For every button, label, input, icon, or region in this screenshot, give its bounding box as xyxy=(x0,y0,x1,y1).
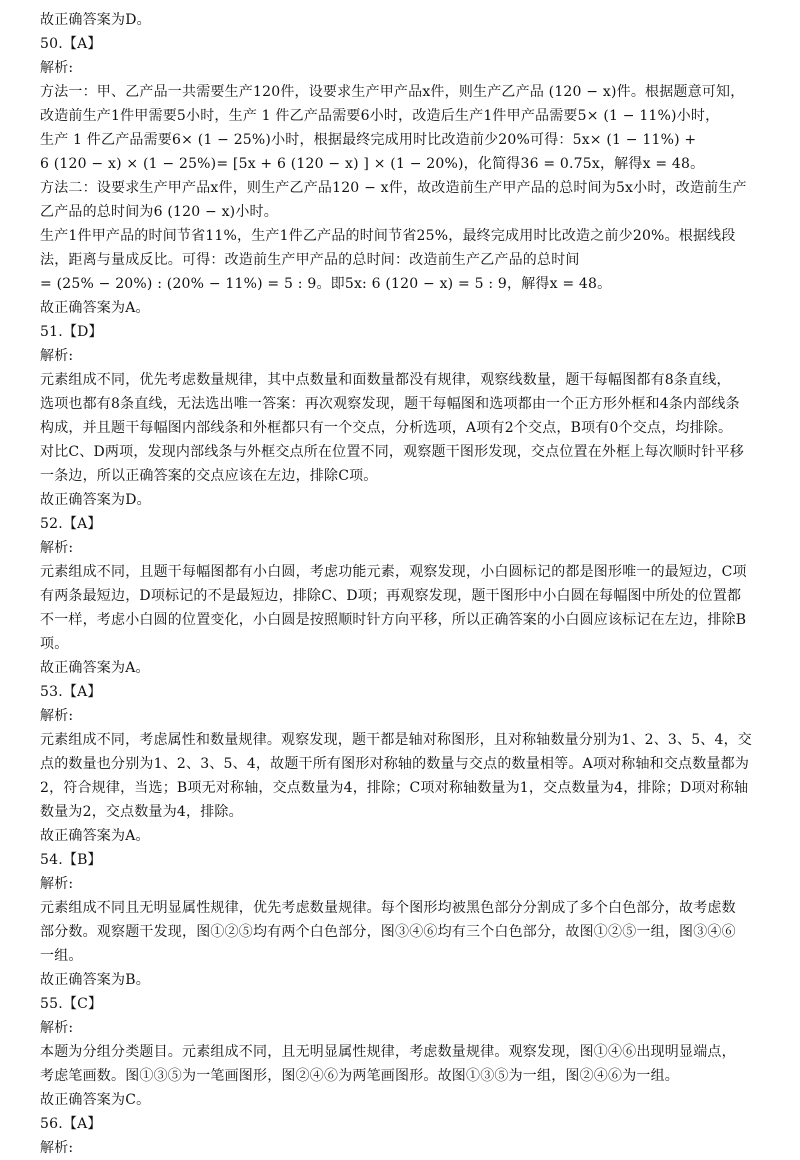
question-number: 51.【D】 xyxy=(40,324,103,340)
question-number: 54.【B】 xyxy=(40,852,102,868)
answer-line: 故正确答案为B。 xyxy=(40,972,150,988)
text-line: 对比C、D两项，发现内部线条与外框交点所在位置不同，观察题干图形发现，交点位置在外框上每次顺时针平移 xyxy=(40,444,744,460)
answer-line: 故正确答案为A。 xyxy=(40,828,150,844)
answer-line: 故正确答案为A。 xyxy=(40,300,150,316)
answer-line: 故正确答案为C。 xyxy=(40,1092,151,1108)
analysis-label: 解析: xyxy=(40,708,74,724)
text-line: 部分数。观察题干发现，图①②⑤均有两个白色部分，图③④⑥均有三个白色部分，故图①②⑤一组，图③④⑥ xyxy=(40,924,736,940)
text-line: 一组。 xyxy=(40,948,83,964)
text-line: 选项也都有8条直线，无法选出唯一答案：再次观察发现，题干每幅图和选项都由一个正方形外框和4条内部线条 xyxy=(40,396,740,412)
answer-line: 故正确答案为A。 xyxy=(40,660,150,676)
text-line: 方法二：设要求生产甲产品x件，则生产乙产品120 − x件，故改造前生产甲产品的总时间为5x小时，改造前生产 xyxy=(40,180,747,196)
text-line: 生产 1 件乙产品需要6× (1 − 25%)小时，根据最终完成用时比改造前少20%可得：5x× (1 − 11%) + xyxy=(40,132,697,148)
text-line: 故正确答案为D。 xyxy=(40,12,151,28)
text-line: 本题为分组分类题目。元素组成不同，且无明显属性规律，考虑数量规律。观察发现，图①④⑥出现明显端点， xyxy=(40,1044,736,1060)
question-number: 52.【A】 xyxy=(40,516,102,532)
analysis-label: 解析: xyxy=(40,1140,74,1156)
analysis-label: 解析: xyxy=(40,60,74,76)
text-line: 项。 xyxy=(40,636,69,652)
question-number: 53.【A】 xyxy=(40,684,102,700)
text-line: = (25% − 20%) : (20% − 11%) = 5 : 9。即5x: 6 (120 − x) = 5 : 9，解得x = 48。 xyxy=(40,276,612,292)
text-line: 有两条最短边，D项标记的不是最短边，排除C、D项；再观察发现，题干图形中小白圆在每幅图中所处的位置都 xyxy=(40,588,742,604)
text-line: 法，距离与量成反比。可得：改造前生产甲产品的总时间：改造前生产乙产品的总时间 xyxy=(40,252,580,268)
text-line: 数量为2，交点数量为4，排除。 xyxy=(40,804,243,820)
text-line: 元素组成不同，考虑属性和数量规律。观察发现，题干都是轴对称图形，且对称轴数量分别为1、2、3、5、4，交 xyxy=(40,732,752,748)
text-line: 乙产品的总时间为6 (120 − x)小时。 xyxy=(40,204,278,220)
analysis-label: 解析: xyxy=(40,348,74,364)
document-page xyxy=(40,8,752,1160)
text-line: 2，符合规律，当选；B项无对称轴，交点数量为4，排除；C项对称轴数量为1，交点数量为4，排除；D项对称轴 xyxy=(40,780,749,796)
question-number: 55.【C】 xyxy=(40,996,103,1012)
analysis-label: 解析: xyxy=(40,876,74,892)
analysis-label: 解析: xyxy=(40,540,74,556)
text-line: 不一样，考虑小白圆的位置变化，小白圆是按照顺时针方向平移，所以正确答案的小白圆应该标记在左边，排除B xyxy=(40,612,747,628)
text-line: 元素组成不同，优先考虑数量规律，其中点数量和面数量都没有规律，观察线数量，题干每幅图都有8条直线， xyxy=(40,372,731,388)
text-line: 改造前生产1件甲需要5小时，生产 1 件乙产品需要6小时，改造后生产1件甲产品需要5× (1 − 11%)小时， xyxy=(40,108,720,124)
text-line: 元素组成不同，且题干每幅图都有小白圆，考虑功能元素，观察发现，小白圆标记的都是图形唯一的最短边，C项 xyxy=(40,564,747,580)
text-line: 一条边，所以正确答案的交点应该在左边，排除C项。 xyxy=(40,468,378,484)
text-line: 构成，并且题干每幅图内部线条和外框都只有一个交点，分析选项，A项有2个交点，B项有0个交点，均排除。 xyxy=(40,420,733,436)
text-line: 方法一：甲、乙产品一共需要生产120件，设要求生产甲产品x件，则生产乙产品 (120 − x)件。根据题意可知， xyxy=(40,84,745,100)
text-line: 考虑笔画数。图①③⑤为一笔画图形，图②④⑥为两笔画图形。故图①③⑤为一组，图②④⑥为一组。 xyxy=(40,1068,679,1084)
analysis-label: 解析: xyxy=(40,1020,74,1036)
text-line: 元素组成不同且无明显属性规律，优先考虑数量规律。每个图形均被黑色部分分割成了多个白色部分，故考虑数 xyxy=(40,900,736,916)
answer-line: 故正确答案为D。 xyxy=(40,492,151,508)
question-number: 50.【A】 xyxy=(40,36,102,52)
text-line: 6 (120 − x) × (1 − 25%)= [5x + 6 (120 − x) ] × (1 − 20%)，化简得36 = 0.75x，解得x = 48。 xyxy=(40,156,705,172)
question-number: 56.【A】 xyxy=(40,1116,102,1132)
text-line: 生产1件甲产品的时间节省11%，生产1件乙产品的时间节省25%，最终完成用时比改造之前少20%。根据线段 xyxy=(40,228,736,244)
text-line: 点的数量也分别为1、2、3、5、4，故题干所有图形对称轴的数量与交点的数量相等。A项对称轴和交点数量都为 xyxy=(40,756,750,772)
